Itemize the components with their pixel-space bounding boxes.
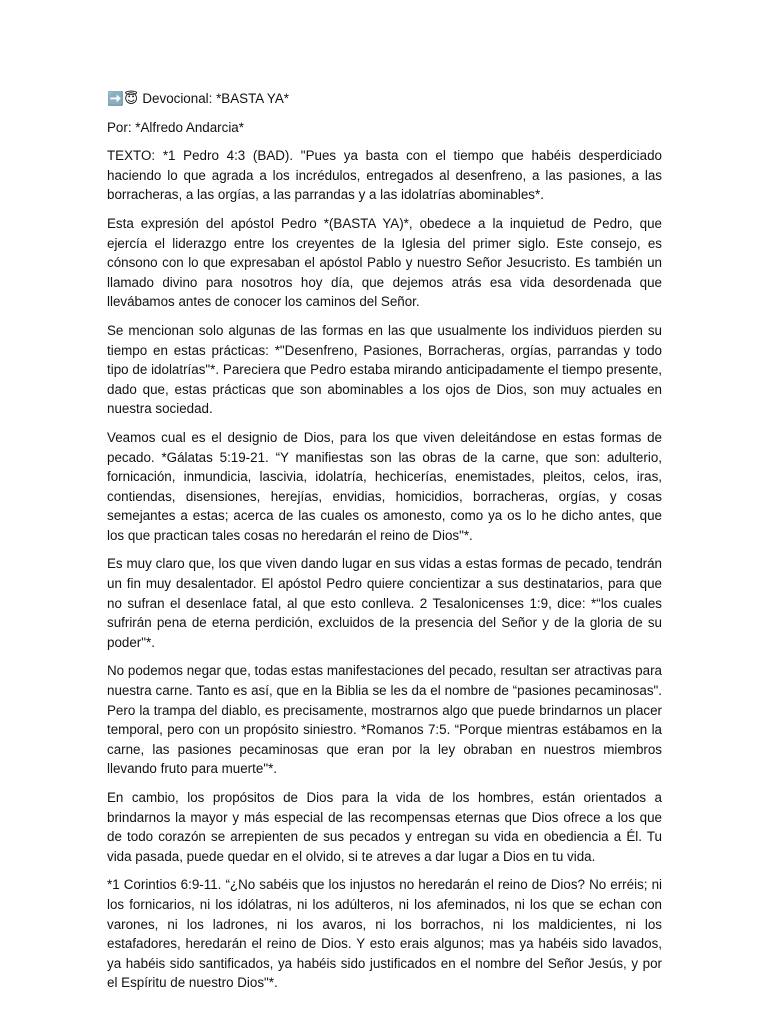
paragraph-basta-ya: Esta expresión del apóstol Pedro *(BASTA YA)*, obedece a la inquietud de Pedro, que ejercía el liderazgo entre los creyentes de la Iglesia del primer siglo. Este consejo, es cónsono con lo que expresaban el apóstol Pablo y nuestro Señor Jesucristo. Es también un llamado divino para nosotros hoy día, que dejemos atrás esa vida desordenada que llevábamos antes de conocer los caminos del Señor. <box>107 215 662 310</box>
paragraph-galatians: Veamos cual es el designio de Dios, para los que viven deleitándose en estas formas de pecado. *Gálatas 5:19-21. “Y manifiestas son las obras de la carne, que son: adulterio, fornicación, inmundicia, lascivia, idolatría, hechicerías, enemistades, pleitos, celos, iras, contiendas, disensiones, herejías, envidias, homicidios, borracheras, orgías, y cosas semejantes a estas; acerca de las cuales os amonesto, como ya os lo he dicho antes, que los que practican tales cosas no heredarán el reino de Dios"*. <box>107 429 662 543</box>
arrow-angel-icon: ➡️😇 <box>107 91 139 106</box>
devotional-title <box>107 89 662 109</box>
paragraph-thessalonians: Es muy claro que, los que viven dando lugar en sus vidas a estas formas de pecado, tendrán un fin muy desalentador. El apóstol Pedro quiere concientizar a sus destinatarios, para que no sufran el desenlace fatal, al que esto conlleva. 2 Tesalonicenses 1:9, dice: *“los cuales sufrirán pena de eterna perdición, excluidos de la presencia del Señor y de la gloria de su poder"*. <box>107 556 662 650</box>
document-page <box>107 89 662 1002</box>
title-text: Devocional: *BASTA YA* <box>142 91 290 106</box>
paragraph-romans: No podemos negar que, todas estas manifestaciones del pecado, resultan ser atractivas para nuestra carne. Tanto es así, que en la Biblia se les da el nombre de “pasiones pecaminosas". Pero la trampa del diablo, es precisamente, mostrarnos algo que puede brindarnos un placer temporal, pero con un propósito siniestro. *Romanos 7:5. “Porque mientras estábamos en la carne, las pasiones pecaminosas que eran por la ley obraban en nuestros miembros llevando fruto para muerte"*. <box>107 663 662 777</box>
paragraph-practices: Se mencionan solo algunas de las formas en las que usualmente los individuos pierden su tiempo en estas prácticas: *"Desenfreno, Pasiones, Borracheras, orgías, parrandas y todo tipo de idolatrías"*. Pareciera que Pedro estaba mirando anticipadamente el tiempo presente, dado que, estas prácticas que son abominables a los ojos de Dios, son muy actuales en nuestra sociedad. <box>107 322 662 417</box>
author-line: Por: *Alfredo Andarcia* <box>107 119 244 135</box>
paragraph-gods-purpose: En cambio, los propósitos de Dios para la vida de los hombres, están orientados a brindarnos la mayor y más especial de las recompensas eternas que Dios ofrece a los que de todo corazón se arrepienten de sus pecados y entregan su vida en obediencia a Él. Tu vida pasada, puede quedar en el olvido, si te atreves a dar lugar a Dios en tu vida. <box>107 790 662 864</box>
paragraph-corinthians: *1 Corintios 6:9-11. “¿No sabéis que los injustos no heredarán el reino de Dios? No erréis; ni los fornicarios, ni los idólatras, ni los adúlteros, ni los afeminados, ni los que se echan con varones, ni los ladrones, ni los avaros, ni los borrachos, ni los maldicientes, ni los estafadores, heredarán el reino de Dios. Y esto erais algunos; mas ya habéis sido lavados, ya habéis sido santificados, ya habéis sido justificados en el nombre del Señor Jesús, y por el Espíritu de nuestro Dios"*. <box>107 877 662 991</box>
paragraph-text-reference: TEXTO: *1 Pedro 4:3 (BAD). "Pues ya basta con el tiempo que habéis desperdiciado haciendo lo que agrada a los incrédulos, entregados al desenfreno, a las pasiones, a las borracheras, a las orgías, a las parrandas y a las idolatrías abominables*. <box>107 148 662 203</box>
